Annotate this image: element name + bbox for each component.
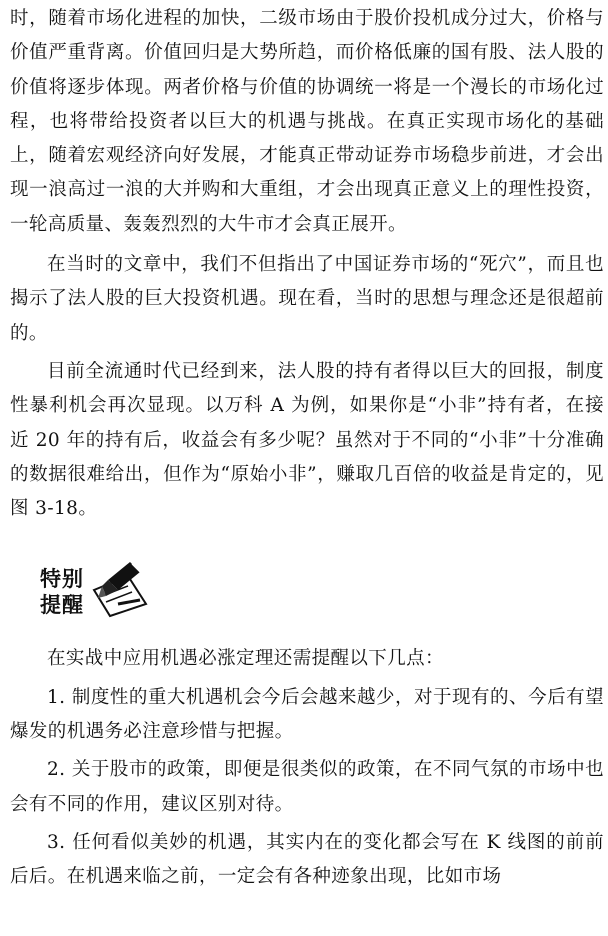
special-reminder-label — [40, 566, 84, 618]
paragraph-market-outlook: 时，随着市场化进程的加快，二级市场由于股价投机成分过大，价格与价值严重背离。价值回归是大势所趋，而价格低廉的国有股、法人股的价值将逐步体现。两者价格与价值的协调统一将是一个漫长的市场化过程，也将带给投资者以巨大的机遇与挑战。在真正实现市场化的基础上，随着宏观经济向好发展，才能真正带动证券市场稳步前进，才会出现一浪高过一浪的大并购和大重组，才会出现真正意义上的理性投资，一轮高质量、轰轰烈烈的大牛市才会真正展开。 — [10, 8, 604, 235]
paragraph-article-review: 在当时的文章中，我们不但指出了中国证券市场的“死穴”，而且也揭示了法人股的巨大投资机遇。现在看，当时的思想与理念还是很超前的。 — [10, 254, 604, 344]
reminder-item-2: 2. 关于股市的政策，即便是很类似的政策，在不同气氛的市场中也会有不同的作用，建议区别对待。 — [10, 759, 604, 815]
paragraph-full-circulation: 目前全流通时代已经到来，法人股的持有者得以巨大的回报，制度性暴利机会再次显现。以万科 A 为例，如果你是“小非”持有者，在接近 20 年的持有后，收益会有多少呢？虽然对于不同的“小非”十分准确的数据很难给出，但作为“原始小非”，赚取几百倍的收益是肯定的，见图 3-18。 — [10, 360, 604, 520]
pen-on-paper-icon — [88, 560, 154, 618]
book-page — [10, 2, 604, 895]
reminder-item-1: 1. 制度性的重大机遇机会今后会越来越少，对于现有的、今后有望爆发的机遇务必注意珍惜与把握。 — [10, 686, 604, 743]
reminder-intro: 在实战中应用机遇必涨定理还需提醒以下几点： — [47, 648, 444, 670]
special-reminder-label-line2: 提醒 — [40, 592, 84, 618]
special-reminder-label-line1: 特别 — [40, 566, 84, 592]
special-reminder-header — [40, 566, 604, 624]
reminder-item-3: 3. 任何看似美妙的机遇，其实内在的变化都会写在 K 线图的前前后后。在机遇来临之前，一定会有各种迹象出现，比如市场 — [10, 831, 604, 888]
